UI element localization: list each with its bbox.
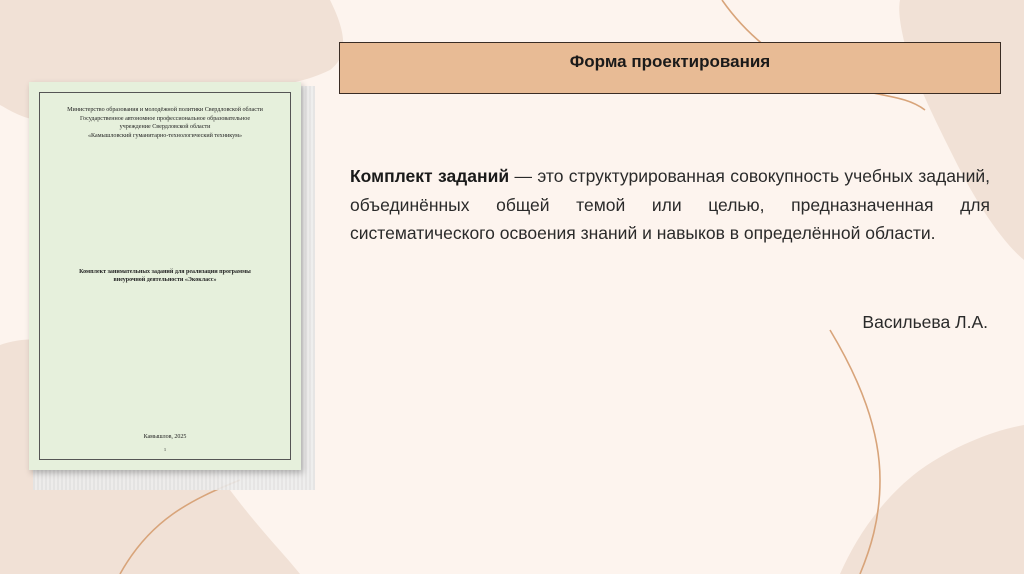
document-title-line: Комплект занимательных заданий для реализации программы [79,269,251,275]
document-title-line: внеурочной деятельности «Экокласс» [113,277,217,283]
document-footer: Камышлов, 2025 [143,434,187,440]
document-thumbnail [29,82,301,470]
document-page-number: 1 [163,447,167,452]
document-title [29,268,301,284]
definition-term: Комплект заданий [350,166,510,186]
document-header-line: Министерство образования и молодёжной политики Свердловской области [67,107,263,113]
author-name: Васильева Л.А. [862,312,988,332]
definition-paragraph [350,162,990,248]
right-accent-line [830,330,880,574]
document-header-line: Государственное автономное профессиональное образовательное [79,115,251,122]
slide-title: Форма проектирования [569,52,771,71]
document-header [29,106,301,140]
document-header-line: «Камышловский гуманитарно-технологический техникум» [88,132,242,139]
document-header-line: учреждение Свердловской области [119,124,211,131]
definition-text: — это структурированная совокупность учебных заданий, объединённых общей темой или целью, предназначенная для систематического освоения знаний и навыков в определённой области. [350,166,990,243]
slide-title-bar [339,42,1001,94]
